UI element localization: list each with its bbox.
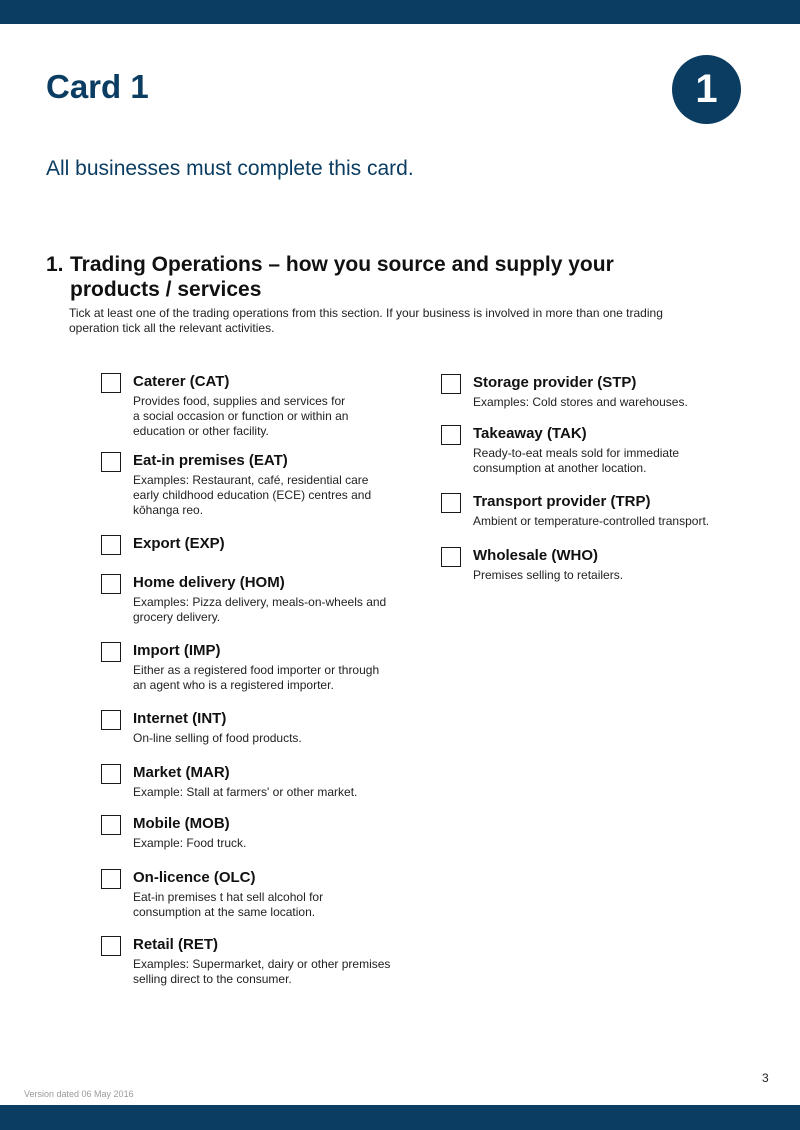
description-line: Ambient or temperature-controlled transport. [473,514,710,528]
option-label: Caterer (CAT) [133,373,230,390]
footer-bar [0,1105,800,1130]
checkbox-mar[interactable] [101,764,121,784]
intro-text: All businesses must complete this card. [46,157,414,180]
checkbox-eat[interactable] [101,452,121,472]
section-heading [46,252,686,302]
instructions-line2: operation tick all the relevant activities. [69,321,275,335]
option-description [133,595,386,625]
description-line: Examples: Supermarket, dairy or other premises [133,957,391,971]
option-label: Wholesale (WHO) [473,547,599,564]
description-line: Example: Food truck. [133,836,247,850]
description-line: education or other facility. [133,424,269,438]
checkbox-ret[interactable] [101,936,121,956]
checkbox-hom[interactable] [101,574,121,594]
option-label: Home delivery (HOM) [133,574,285,591]
card-number-badge: 1 [672,55,741,124]
checkbox-olc[interactable] [101,869,121,889]
description-line: early childhood education (ECE) centres and [133,488,372,502]
option-description [473,568,623,583]
section-number: 1. [46,253,64,276]
option-label: Import (IMP) [133,642,221,659]
checkbox-stp[interactable] [441,374,461,394]
option-label: Export (EXP) [133,535,225,552]
description-line: consumption at another location. [473,461,647,475]
option-description [133,473,371,518]
description-line: Eat-in premises t hat sell alcohol for [133,890,324,904]
description-line: selling direct to the consumer. [133,972,292,986]
option-label: Storage provider (STP) [473,374,637,391]
section-instructions [69,306,689,336]
option-description [133,394,348,439]
checkbox-who[interactable] [441,547,461,567]
option-description [473,446,679,476]
instructions-line1: Tick at least one of the trading operations from this section. If your business is involved in more than one trading [69,306,663,320]
checkbox-trp[interactable] [441,493,461,513]
page-number: 3 [762,1071,769,1085]
description-line: a social occasion or function or within an [133,409,349,423]
description-line: kōhanga reo. [133,503,204,517]
option-label: Takeaway (TAK) [473,425,587,442]
section-heading-line2: products / services [70,278,262,301]
page-title: Card 1 [46,68,149,105]
option-description [133,663,379,693]
option-label: Internet (INT) [133,710,227,727]
option-description [473,514,709,529]
option-description [133,785,357,800]
description-line: Examples: Cold stores and warehouses. [473,395,688,409]
option-label: Transport provider (TRP) [473,493,651,510]
description-line: Either as a registered food importer or through [133,663,380,677]
checkbox-int[interactable] [101,710,121,730]
option-description [133,836,246,851]
checkbox-exp[interactable] [101,535,121,555]
option-label: Retail (RET) [133,936,219,953]
checkbox-mob[interactable] [101,815,121,835]
option-description [133,957,390,987]
description-line: Premises selling to retailers. [473,568,624,582]
description-line: an agent who is a registered importer. [133,678,334,692]
option-label: Mobile (MOB) [133,815,230,832]
header-bar [0,0,800,24]
description-line: Example: Stall at farmers' or other market. [133,785,358,799]
checkbox-imp[interactable] [101,642,121,662]
section-heading-line1: Trading Operations – how you source and supply your [70,253,614,276]
option-label: Eat-in premises (EAT) [133,452,288,469]
description-line: Examples: Pizza delivery, meals-on-wheels and [133,595,387,609]
option-label: On-licence (OLC) [133,869,256,886]
checkbox-cat[interactable] [101,373,121,393]
option-description [133,890,323,920]
checkbox-tak[interactable] [441,425,461,445]
option-description [473,395,688,410]
option-description [133,731,302,746]
option-label: Market (MAR) [133,764,230,781]
description-line: grocery delivery. [133,610,221,624]
description-line: On-line selling of food products. [133,731,302,745]
description-line: Ready-to-eat meals sold for immediate [473,446,680,460]
description-line: consumption at the same location. [133,905,316,919]
version-date: Version dated 06 May 2016 [24,1089,134,1099]
description-line: Examples: Restaurant, café, residential care [133,473,369,487]
description-line: Provides food, supplies and services for [133,394,346,408]
